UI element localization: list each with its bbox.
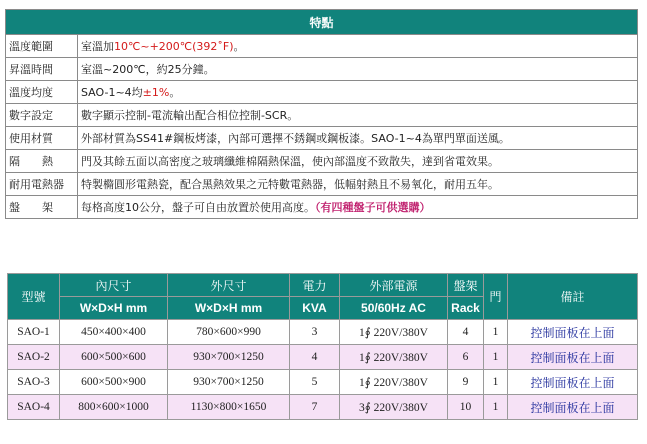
col-power-header: 電力 [290, 274, 340, 297]
feature-label: 昇溫時間 [6, 58, 78, 81]
feature-value [78, 81, 638, 104]
col-supply-unit: 50/60Hz AC [340, 297, 448, 320]
cell-rack: 4 [448, 320, 484, 345]
table-row [8, 395, 638, 420]
features-title: 特點 [6, 10, 638, 35]
cell-model: SAO-4 [8, 395, 60, 420]
cell-remark: 控制面板在上面 [508, 370, 638, 395]
tray-options-note: （有四種盤子可供選購） [315, 201, 431, 214]
feature-text: SAO-1~4均 [81, 86, 143, 99]
feature-label: 隔 熱 [6, 150, 78, 173]
feature-row [6, 173, 638, 196]
cell-model: SAO-2 [8, 345, 60, 370]
cell-power: 7 [290, 395, 340, 420]
table-row [8, 345, 638, 370]
cell-rack: 10 [448, 395, 484, 420]
cell-rack: 6 [448, 345, 484, 370]
cell-outer: 930×700×1250 [168, 370, 290, 395]
cell-power: 4 [290, 345, 340, 370]
cell-supply: 1∮ 220V/380V [340, 345, 448, 370]
feature-value: 特製橢圓形電熱瓷，配合黑熱效果之元特數電熱器，低幅射熱且不易氧化，耐用五年。 [78, 173, 638, 196]
feature-row [6, 196, 638, 219]
cell-inner: 800×600×1000 [60, 395, 168, 420]
feature-row [6, 150, 638, 173]
col-supply-header: 外部電源 [340, 274, 448, 297]
feature-value [78, 196, 638, 219]
table-row [8, 370, 638, 395]
feature-label: 盤 架 [6, 196, 78, 219]
feature-row [6, 127, 638, 150]
models-table [7, 273, 638, 420]
col-rack-unit: Rack [448, 297, 484, 320]
table-row [8, 320, 638, 345]
cell-remark: 控制面板在上面 [508, 345, 638, 370]
feature-row [6, 58, 638, 81]
col-inner-header: 內尺寸 [60, 274, 168, 297]
cell-power: 5 [290, 370, 340, 395]
uniformity-highlight: ±1% [142, 86, 170, 99]
feature-label: 數字設定 [6, 104, 78, 127]
cell-supply: 1∮ 220V/380V [340, 370, 448, 395]
feature-row [6, 81, 638, 104]
cell-inner: 600×500×900 [60, 370, 168, 395]
cell-rack: 9 [448, 370, 484, 395]
cell-door: 1 [484, 370, 508, 395]
feature-label: 溫度範圍 [6, 35, 78, 58]
cell-door: 1 [484, 320, 508, 345]
col-model-header: 型號 [8, 274, 60, 320]
cell-remark: 控制面板在上面 [508, 320, 638, 345]
col-power-unit: KVA [290, 297, 340, 320]
col-outer-unit: W×D×H mm [168, 297, 290, 320]
col-door-header: 門 [484, 274, 508, 320]
col-inner-unit: W×D×H mm [60, 297, 168, 320]
cell-model: SAO-3 [8, 370, 60, 395]
cell-supply: 3∮ 220V/380V [340, 395, 448, 420]
feature-value [78, 35, 638, 58]
feature-value: 室溫~200℃，約25分鐘。 [78, 58, 638, 81]
col-rack-header: 盤架 [448, 274, 484, 297]
col-remark-header: 備註 [508, 274, 638, 320]
cell-door: 1 [484, 345, 508, 370]
feature-row [6, 104, 638, 127]
cell-power: 3 [290, 320, 340, 345]
cell-door: 1 [484, 395, 508, 420]
cell-model: SAO-1 [8, 320, 60, 345]
feature-value: 門及其餘五面以高密度之玻璃纖維棉隔熱保溫，使內部溫度不致散失，達到省電效果。 [78, 150, 638, 173]
feature-text: 。 [169, 86, 181, 99]
feature-row [6, 35, 638, 58]
feature-text: 每格高度10公分，盤子可自由放置於使用高度。 [81, 201, 315, 214]
feature-value: 外部材質為SS41#鋼板烤漆，內部可選擇不銹鋼或鋼板漆。SAO-1~4為單門單面送風。 [78, 127, 638, 150]
feature-text: 室溫加 [81, 40, 114, 53]
table-header-row [8, 274, 638, 297]
feature-value: 數字顯示控制-電流輸出配合相位控制-SCR。 [78, 104, 638, 127]
cell-outer: 930×700×1250 [168, 345, 290, 370]
feature-label: 耐用電熱器 [6, 173, 78, 196]
features-table [5, 9, 638, 219]
temperature-range-highlight: 10℃~+200℃(392˚F) [114, 40, 234, 53]
cell-inner: 450×400×400 [60, 320, 168, 345]
feature-label: 使用材質 [6, 127, 78, 150]
cell-remark: 控制面板在上面 [508, 395, 638, 420]
cell-supply: 1∮ 220V/380V [340, 320, 448, 345]
cell-outer: 780×600×990 [168, 320, 290, 345]
cell-outer: 1130×800×1650 [168, 395, 290, 420]
cell-inner: 600×500×600 [60, 345, 168, 370]
col-outer-header: 外尺寸 [168, 274, 290, 297]
feature-text: 。 [233, 40, 245, 53]
feature-label: 溫度均度 [6, 81, 78, 104]
